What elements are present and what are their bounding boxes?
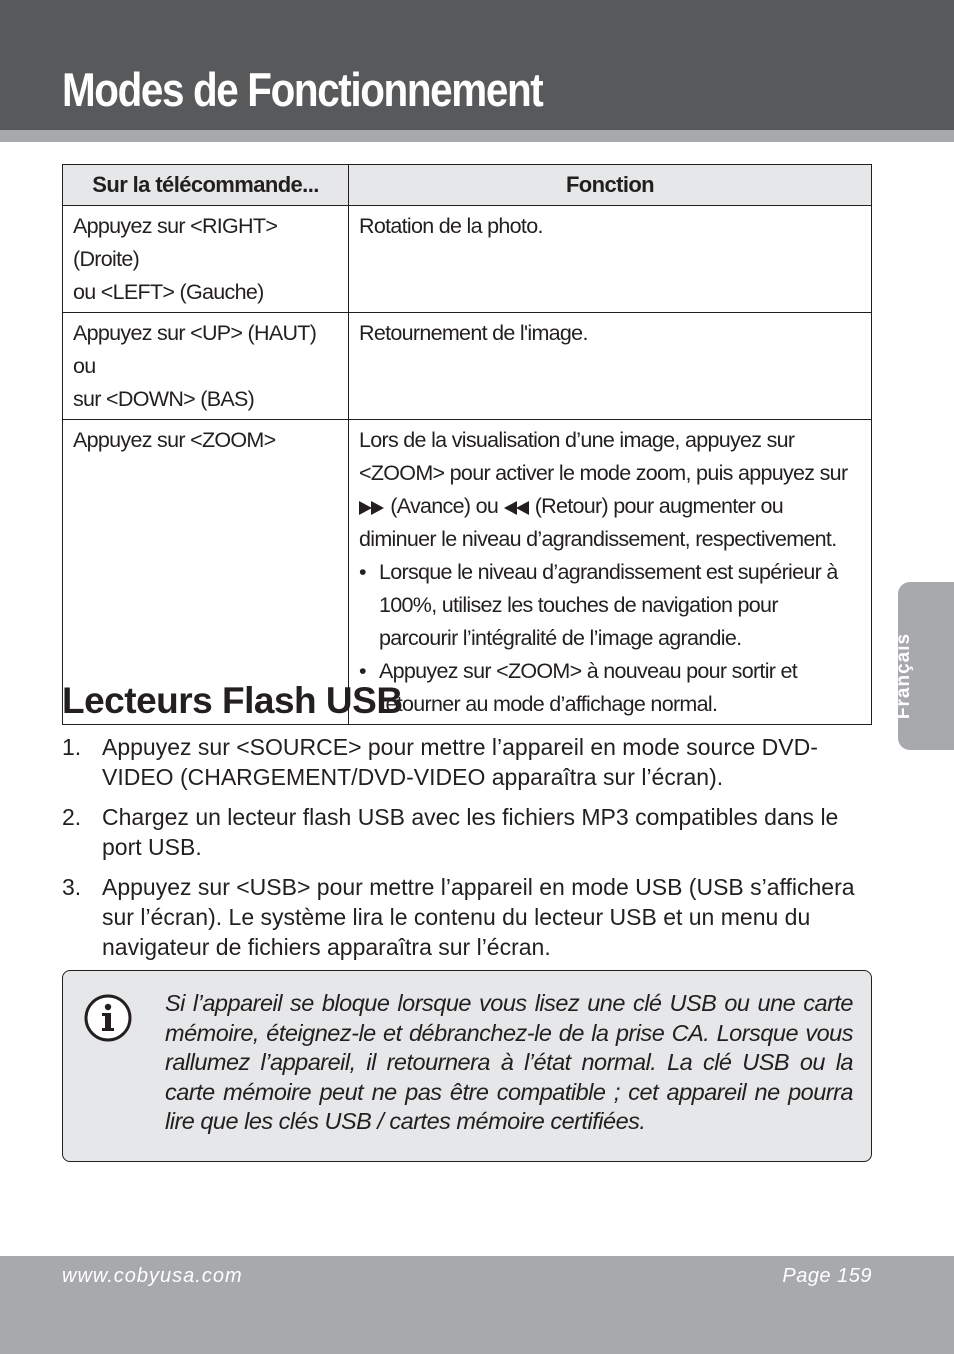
remote-key-cell xyxy=(63,206,349,313)
zoom-description: Lors de la visualisation d’une image, appuyez sur <ZOOM> pour activer le mode zoom, puis appuyez sur xyxy=(359,428,848,485)
remote-key-line: ou <LEFT> (Gauche) xyxy=(73,280,264,304)
function-cell: Rotation de la photo. xyxy=(349,206,872,313)
zoom-description: (Retour) pour augmenter ou diminuer le niveau d’agrandissement, respectivement. xyxy=(359,494,837,551)
remote-key-line: sur <DOWN> (BAS) xyxy=(73,387,255,411)
zoom-bullets xyxy=(359,556,861,721)
list-item xyxy=(62,732,872,792)
header-stripe xyxy=(0,130,954,142)
rewind-icon xyxy=(503,501,529,515)
steps-list xyxy=(62,732,872,972)
step-text: Appuyez sur <SOURCE> pour mettre l’appareil en mode source DVD-VIDEO (CHARGEMENT/DVD-VIDEO apparaîtra sur l’écran). xyxy=(102,734,818,790)
table-header-row xyxy=(63,165,872,206)
zoom-description: (Avance) ou xyxy=(390,494,499,518)
column-header-function: Fonction xyxy=(349,165,872,206)
table-row xyxy=(63,420,872,725)
language-tab-label: Français xyxy=(893,632,914,720)
remote-key-line: Appuyez sur <UP> (HAUT) ou xyxy=(73,321,317,378)
fast-forward-icon xyxy=(359,501,385,515)
column-header-remote: Sur la télécommande... xyxy=(63,165,349,206)
table-row xyxy=(63,313,872,420)
bullet-item: • Lorsque le niveau d’agrandissement est supérieur à 100%, utilisez les touches de navigation pour parcourir l’intégralité de l’image agrandie. xyxy=(379,556,861,655)
footer-url: www.cobyusa.com xyxy=(62,1265,243,1287)
info-icon xyxy=(84,994,132,1042)
info-note xyxy=(62,970,872,1162)
remote-key-cell xyxy=(63,313,349,420)
function-cell xyxy=(349,420,872,725)
step-text: Chargez un lecteur flash USB avec les fichiers MP3 compatibles dans le port USB. xyxy=(102,804,839,860)
step-text: Appuyez sur <USB> pour mettre l’appareil en mode USB (USB s’affichera sur l’écran). Le système lira le contenu du lecteur USB et un menu du navigateur de fichiers apparaîtra sur l’écran. xyxy=(102,874,855,960)
page-number: Page 159 xyxy=(782,1265,872,1287)
table-row xyxy=(63,206,872,313)
language-tab xyxy=(893,582,954,750)
remote-functions-table xyxy=(62,164,872,725)
page-footer xyxy=(0,1256,954,1354)
step-number: 2. xyxy=(62,804,82,830)
page-header xyxy=(0,0,954,130)
section-title: Lecteurs Flash USB xyxy=(62,680,403,721)
step-number: 3. xyxy=(62,874,82,900)
bullet-item: • Appuyez sur <ZOOM> à nouveau pour sortir et retourner au mode d’affichage normal. xyxy=(379,655,861,721)
remote-key-cell: Appuyez sur <ZOOM> xyxy=(63,420,349,725)
page-title: Modes de Fonctionnement xyxy=(62,63,543,116)
function-cell: Retournement de l'image. xyxy=(349,313,872,420)
list-item xyxy=(62,802,872,862)
remote-key-line: Appuyez sur <RIGHT> (Droite) xyxy=(73,214,278,271)
note-text: Si l’appareil se bloque lorsque vous lisez une clé USB ou une carte mémoire, éteignez-le et débranchez-le de la prise CA. Lorsque vous rallumez l’appareil, il retournera à l’état normal. La clé USB ou la carte mémoire peut ne pas être compatible ; cet appareil ne pourra lire que les clés USB / cartes mémoire certifiées. xyxy=(165,990,853,1134)
list-item xyxy=(62,872,872,962)
step-number: 1. xyxy=(62,734,82,760)
